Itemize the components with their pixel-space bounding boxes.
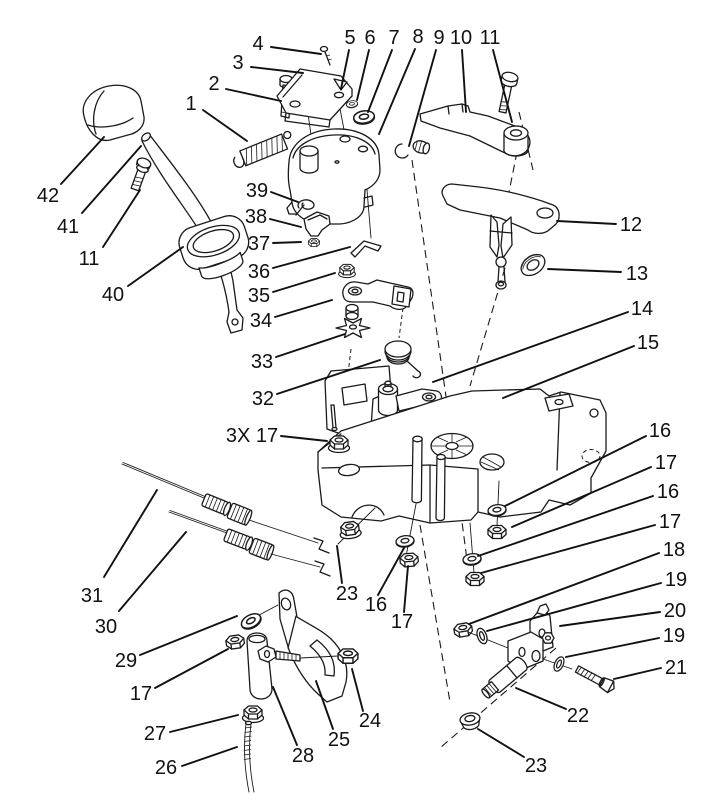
callout-label-9: 9 [433,27,445,50]
callout-label-12: 12 [619,214,643,237]
part-nut-37 [308,239,319,247]
callout-label-20: 20 [663,600,687,623]
callout-label-26: 26 [154,757,178,780]
callout-label-16: 16 [656,481,680,504]
callout-label-29: 29 [114,650,138,673]
callout-label-5: 5 [344,27,356,50]
callout-label-30: 30 [94,616,118,639]
callout-label-34: 34 [249,310,273,333]
callout-label-13: 13 [625,263,649,286]
callout-label-38: 38 [244,206,268,229]
callout-label-39: 39 [245,180,269,203]
callout-label-19: 19 [662,625,686,648]
part-nut-17-mid [400,553,419,568]
callout-label-10: 10 [449,27,473,50]
part-nut-17-a [488,526,506,539]
callout-label-25: 25 [327,729,351,752]
callout-label-17: 17 [129,683,153,706]
callout-label-19: 19 [664,569,688,592]
callout-label-32: 32 [251,388,275,411]
callout-label-35: 35 [247,285,271,308]
callout-label-27: 27 [143,723,167,746]
callout-label-7: 7 [388,27,400,50]
callout-label-3X17: 3X 17 [225,425,279,448]
callout-label-11: 11 [78,248,100,271]
callout-label-28: 28 [291,745,315,768]
callout-label-41: 41 [56,216,80,239]
callout-label-18: 18 [662,539,686,562]
callout-label-4: 4 [252,33,264,56]
callout-label-14: 14 [630,298,654,321]
part-nut-24 [338,649,358,663]
part-nut-27 [243,706,264,723]
callout-label-17: 17 [658,511,682,534]
callout-label-16: 16 [648,420,672,443]
callout-label-16: 16 [364,594,388,617]
part-shift-knob [83,85,144,140]
callout-label-2: 2 [208,73,220,96]
callout-label-42: 42 [36,185,60,208]
callout-label-15: 15 [636,332,660,355]
callout-label-36: 36 [247,261,271,284]
callout-label-40: 40 [101,284,125,307]
part-nut-3x17 [329,436,350,453]
part-nut-17-b [466,573,484,586]
callout-label-31: 31 [80,585,104,608]
callout-label-1: 1 [185,93,197,116]
callout-label-17: 17 [390,611,414,634]
callout-label-23: 23 [335,583,359,606]
part-nut-35 [339,264,356,277]
callout-label-22: 22 [566,705,590,728]
callout-label-33: 33 [250,351,274,374]
callout-label-37: 37 [247,233,271,256]
callout-label-6: 6 [364,27,376,50]
callout-leader-37 [273,242,301,243]
callout-label-23: 23 [524,755,548,778]
callout-label-17: 17 [654,452,678,475]
callout-label-11: 11 [479,27,501,50]
callout-label-21: 21 [664,657,688,680]
callout-label-8: 8 [412,26,424,49]
callout-label-24: 24 [358,710,382,733]
callout-label-3: 3 [232,52,244,75]
